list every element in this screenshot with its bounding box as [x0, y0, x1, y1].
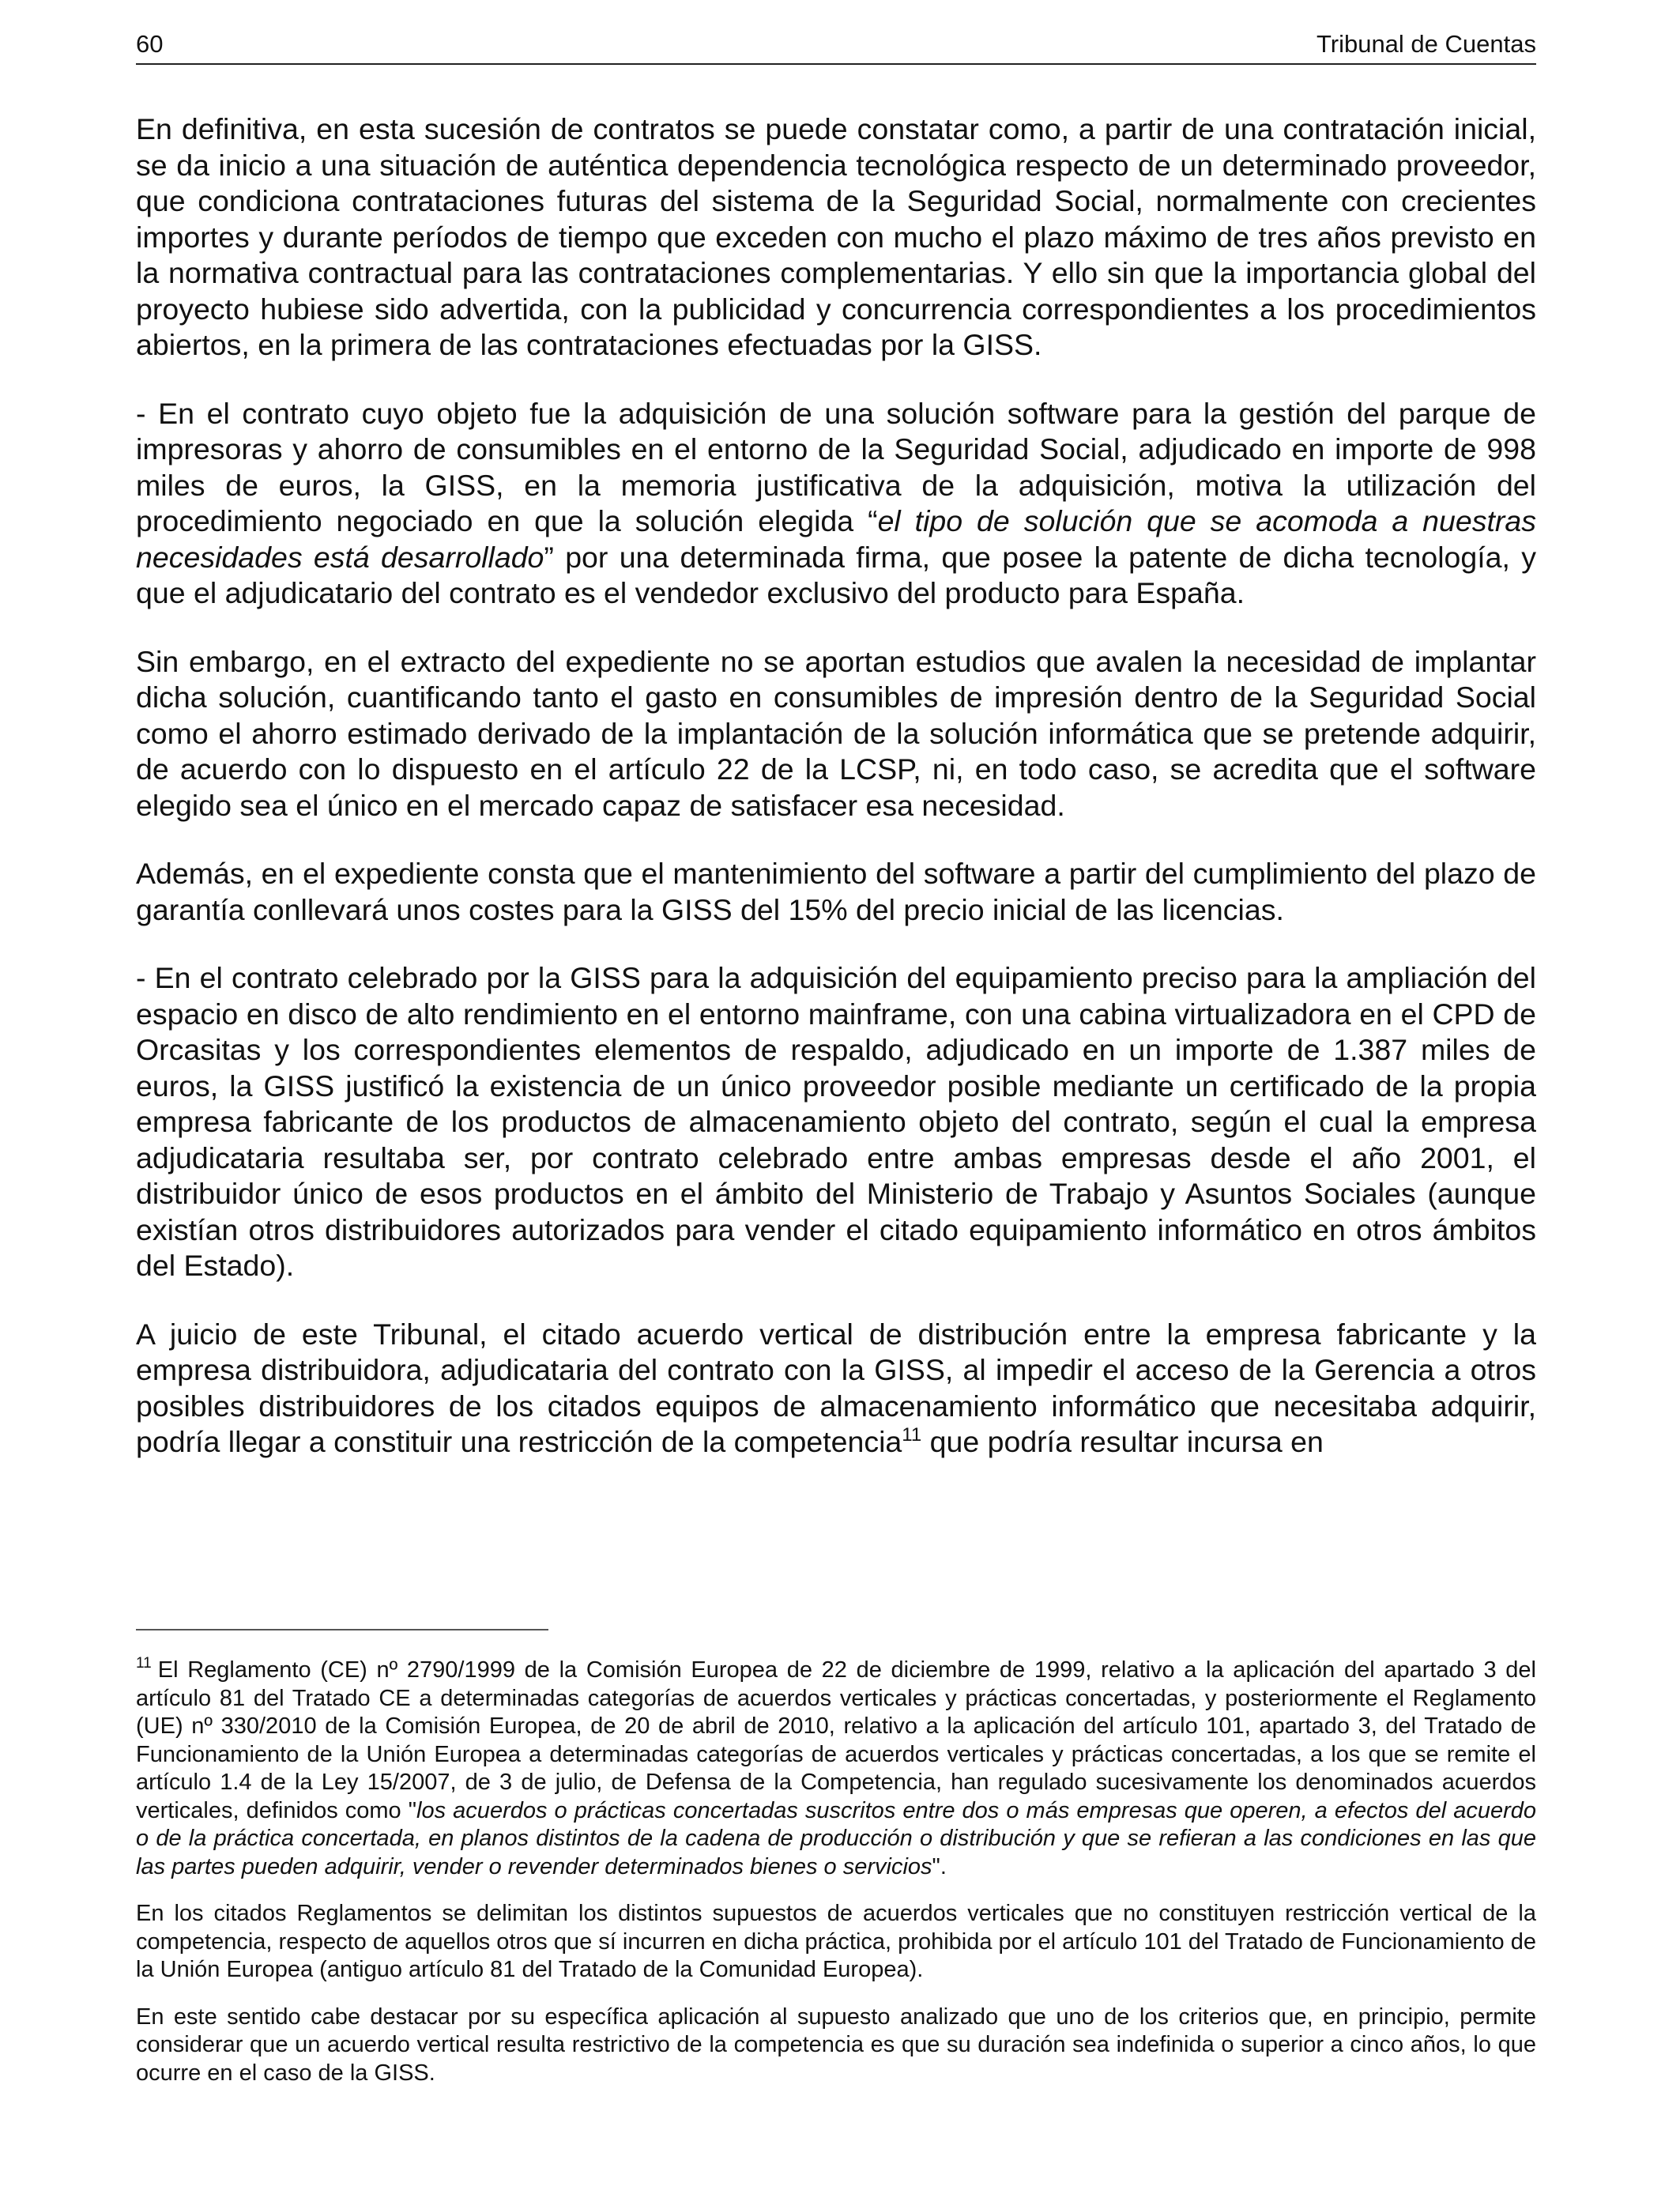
page-number: 60	[136, 30, 164, 58]
footnote-text: En este sentido cabe destacar por su específica aplicación al supuesto analizado que uno de los criterios que, en principio, permite considerar que un acuerdo vertical resulta restrictivo de la competencia es que su duración sea indefinida o superior a cinco años, lo que ocurre en el caso de la GISS.	[136, 2004, 1536, 2086]
paragraph-text: que podría resultar incursa en	[921, 1425, 1324, 1458]
paragraph-text: - En el contrato cuyo objeto fue la adquisición de una solución software para la gestión del parque de impresoras y ahorro de consumibles en el entorno de la Seguridad Social, adjudicado en importe de 998 miles de euros, la GISS, en la memoria justificativa de la adquisición, motiva la utilización del procedimiento negociado en que la solución elegida “	[136, 396, 1536, 537]
paragraph	[136, 111, 1536, 364]
footnote-italic-quote: los acuerdos o prácticas concertadas suscritos entre dos o más empresas que operen, a efectos del acuerdo o de la práctica concertada, en planos distintos de la cadena de producción o distribución y que se refieran a las condiciones en las que las partes pueden adquirir, vender o revender determinados bienes o servicios	[136, 1797, 1537, 1879]
footnotes	[136, 1657, 1536, 2087]
page-header	[136, 30, 1536, 65]
paragraph-text: En definitiva, en esta sucesión de contratos se puede constatar como, a partir de una contratación inicial, se da inicio a una situación de auténtica dependencia tecnológica respecto de un determinado proveedor, que condiciona contrataciones futuras del sistema de la Seguridad Social, normalmente con crecientes importes y durante períodos de tiempo que exceden con mucho el plazo máximo de tres años previsto en la normativa contractual para las contrataciones complementarias. Y ello sin que la importancia global del proyecto hubiese sido advertida, con la publicidad y concurrencia correspondientes a los procedimientos abiertos, en la primera de las contrataciones efectuadas por la GISS.	[136, 112, 1536, 361]
main-text	[136, 111, 1536, 1461]
paragraph-text: Además, en el expediente consta que el mantenimiento del software a partir del cumplimiento del plazo de garantía conllevará unos costes para la GISS del 15% del precio inicial de las licencias.	[136, 857, 1536, 926]
footnote-separator	[136, 1629, 548, 1630]
paragraph	[136, 644, 1536, 824]
footnote-text: En los citados Reglamentos se delimitan los distintos supuestos de acuerdos verticales que no constituyen restricción vertical de la competencia, respecto de aquellos otros que sí incurren en dicha práctica, prohibida por el artículo 101 del Tratado de Funcionamiento de la Unión Europea (antiguo artículo 81 del Tratado de la Comunidad Europea).	[136, 1901, 1536, 1982]
footnote-paragraph	[136, 1900, 1536, 1985]
italic-quote: el tipo de solución que se acomoda a nuestras necesidades está desarrollado	[136, 504, 1537, 574]
paragraph-text: A juicio de este Tribunal, el citado acuerdo vertical de distribución entre la empresa fabricante y la empresa distribuidora, adjudicataria del contrato con la GISS, al impedir el acceso de la Gerencia a otros posibles distribuidores de los citados equipos de almacenamiento informático que necesitaba adquirir, podría llegar a constituir una restricción de la competencia	[136, 1317, 1536, 1458]
paragraph-text: - En el contrato celebrado por la GISS para la adquisición del equipamiento preciso para la ampliación del espacio en disco de alto rendimiento en el entorno mainframe, con una cabina virtualizadora en el CPD de Orcasitas y los correspondientes elementos de respaldo, adjudicado en un importe de 1.387 miles de euros, la GISS justificó la existencia de un único proveedor posible mediante un certificado de la propia empresa fabricante de los productos de almacenamiento objeto del contrato, según el cual la empresa adjudicataria resultaba ser, por contrato celebrado entre ambas empresas desde el año 2001, el distribuidor único de esos productos en el ámbito del Ministerio de Trabajo y Asuntos Sociales (aunque existían otros distribuidores autorizados para vender el citado equipamiento informático en otros ámbitos del Estado).	[136, 961, 1536, 1282]
footnote-reference[interactable]: 11	[902, 1424, 922, 1446]
paragraph-text: Sin embargo, en el extracto del expediente no se aportan estudios que avalen la necesidad de implantar dicha solución, cuantificando tanto el gasto en consumibles de impresión dentro de la Seguridad Social como el ahorro estimado derivado de la implantación de la solución informática que se pretende adquirir, de acuerdo con lo dispuesto en el artículo 22 de la LCSP, ni, en todo caso, se acredita que el software elegido sea el único en el mercado capaz de satisfacer esa necesidad.	[136, 644, 1536, 822]
paragraph-text: ” por una determinada firma, que posee la patente de dicha tecnología, y que el adjudicatario del contrato es el vendedor exclusivo del producto para España.	[136, 540, 1537, 609]
footnote-paragraph	[136, 2004, 1536, 2088]
footnote-number: 11	[136, 1655, 152, 1672]
footnote-text: ".	[932, 1853, 947, 1879]
paragraph	[136, 856, 1536, 928]
footnote-text: El Reglamento (CE) nº 2790/1999 de la Comisión Europea de 22 de diciembre de 1999, relativo a la aplicación del apartado 3 del artículo 81 del Tratado CE a determinadas categorías de acuerdos verticales y prácticas concertadas, y posteriormente el Reglamento (UE) nº 330/2010 de la Comisión Europea, de 20 de abril de 2010, relativo a la aplicación del artículo 101, apartado 3, del Tratado de Funcionamiento de la Unión Europea a determinadas categorías de acuerdos verticales y prácticas concertadas, a los que se remite el artículo 1.4 de la Ley 15/2007, de 3 de julio, de Defensa de la Competencia, han regulado sucesivamente los denominados acuerdos verticales, definidos como "	[136, 1657, 1536, 1823]
paragraph	[136, 396, 1536, 612]
footnote	[136, 1657, 1536, 1881]
running-title: Tribunal de Cuentas	[1316, 30, 1536, 58]
paragraph	[136, 1317, 1536, 1461]
paragraph	[136, 960, 1536, 1284]
